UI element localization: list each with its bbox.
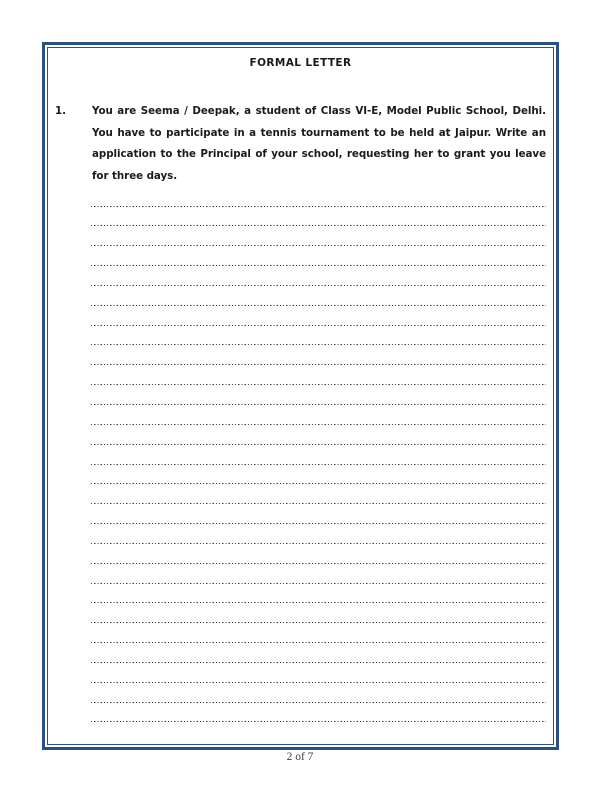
answer-line xyxy=(91,505,546,525)
answer-line xyxy=(91,544,546,564)
answer-line xyxy=(91,187,546,207)
answer-line xyxy=(91,584,546,604)
question-block xyxy=(55,101,546,187)
answer-line xyxy=(91,683,546,703)
answer-line xyxy=(91,266,546,286)
page-border xyxy=(42,42,559,750)
answer-line xyxy=(91,405,546,425)
page-title: FORMAL LETTER xyxy=(249,57,352,69)
answer-line xyxy=(91,485,546,505)
answer-line xyxy=(91,286,546,306)
answer-line xyxy=(91,604,546,624)
answer-line xyxy=(91,385,546,405)
answer-line xyxy=(91,624,546,644)
page-number: 2 of 7 xyxy=(286,751,314,763)
answer-line xyxy=(91,425,546,445)
answer-line xyxy=(91,346,546,366)
answer-line xyxy=(91,306,546,326)
answer-line xyxy=(91,247,546,267)
answer-line xyxy=(91,524,546,544)
answer-line xyxy=(91,643,546,663)
answer-line xyxy=(91,445,546,465)
answer-line xyxy=(91,207,546,227)
question-number: 1. xyxy=(55,105,67,117)
answer-line xyxy=(91,326,546,346)
answer-line xyxy=(91,366,546,386)
answer-lines-area xyxy=(91,187,546,723)
question-text: You are Seema / Deepak, a student of Class VI-E, Model Public School, Delhi. You have to participate in a tennis tournament to be held at Jaipur. Write an application to the Principal of your school, requesting her to grant you leave for three days. xyxy=(92,105,546,182)
page-border-inner xyxy=(47,47,554,745)
answer-line xyxy=(91,227,546,247)
answer-line xyxy=(91,465,546,485)
answer-line xyxy=(91,703,546,723)
answer-line xyxy=(91,564,546,584)
answer-line xyxy=(91,663,546,683)
